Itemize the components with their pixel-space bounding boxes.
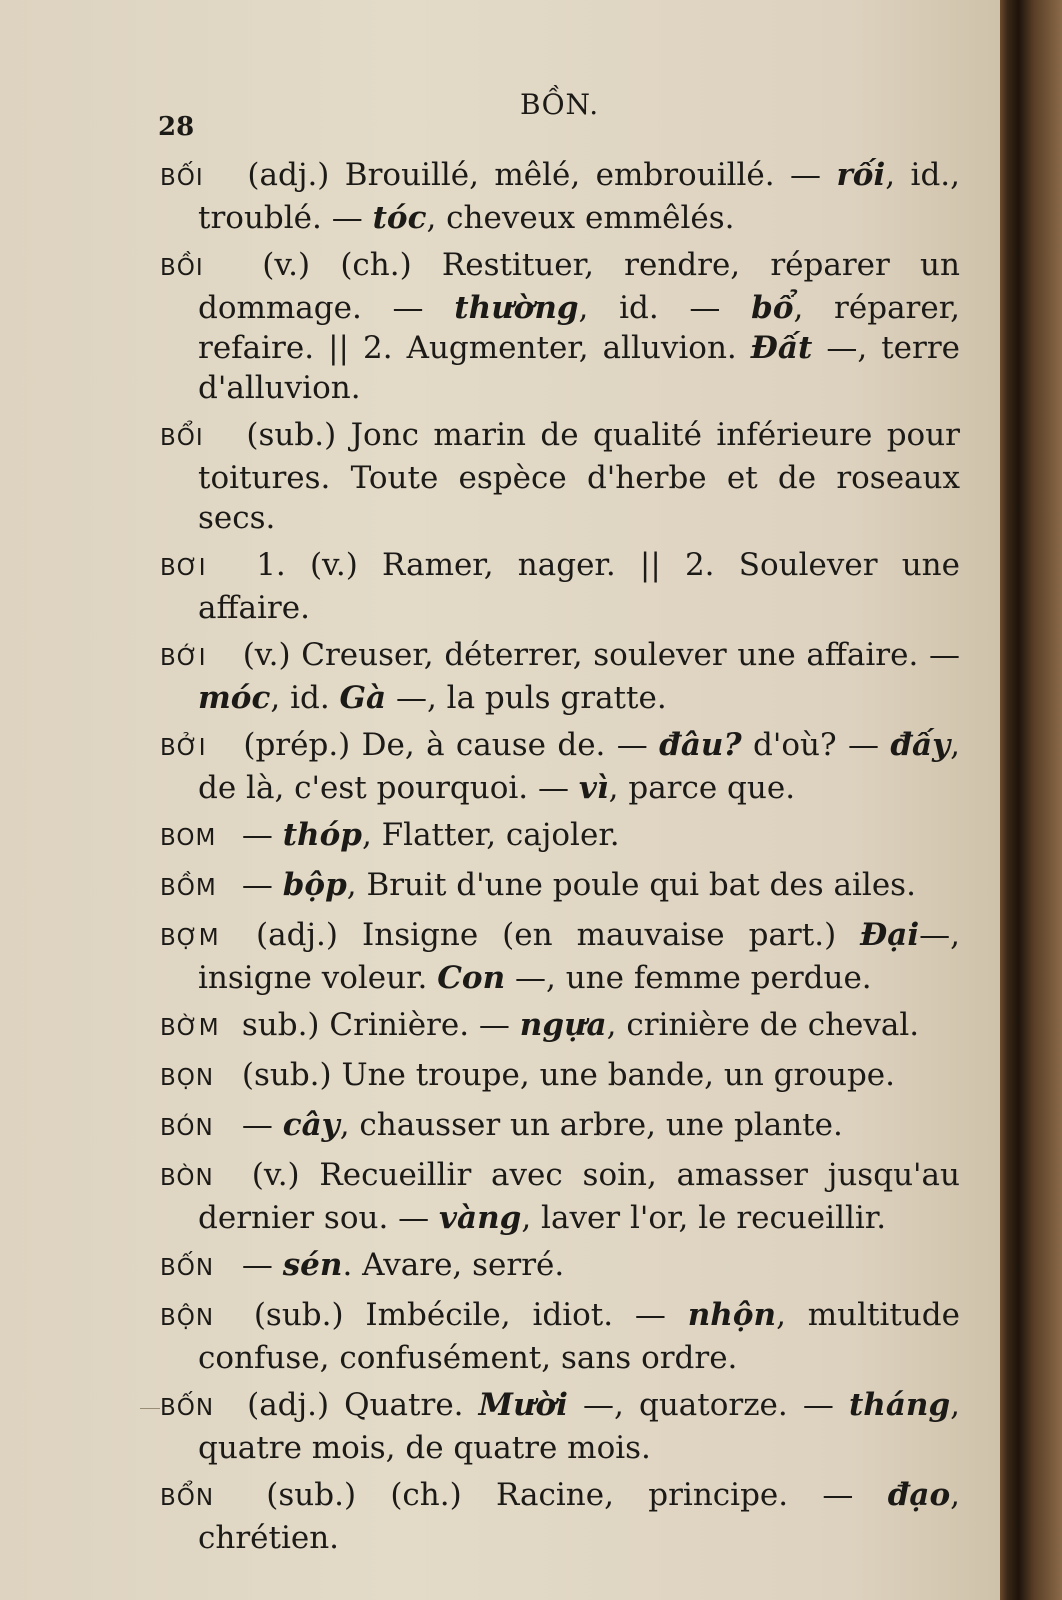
entry-italic: vì — [578, 770, 609, 806]
entry-italic: nhộn — [687, 1297, 777, 1333]
entry-text: (v.) (ch.) Restituer, rendre, réparer un dommage. — — [198, 247, 960, 326]
entry-headword: BỐN — [160, 1255, 215, 1281]
running-head: BỒN. — [520, 88, 600, 121]
entry-text: —, une femme perdue. — [505, 960, 872, 996]
dictionary-entry — [160, 915, 960, 998]
entry-text: . Avare, serré. — [342, 1247, 565, 1283]
entry-headword: BỘN — [160, 1305, 215, 1331]
entry-text: (v.) Recueillir avec soin, amasser jusqu'au dernier sou. — — [198, 1157, 960, 1236]
entry-headword: BỚI — [160, 645, 207, 671]
dictionary-entry — [160, 1295, 960, 1378]
book-spine — [1000, 0, 1062, 1600]
entry-italic: đâu? — [659, 727, 742, 763]
entry-text: (sub.) Jonc marin de qualité inférieure pour toitures. Toute espèce d'herbe et de roseaux secs. — [198, 417, 960, 536]
entry-headword: BỢM — [160, 925, 220, 951]
dictionary-entry — [160, 1475, 960, 1558]
entry-headword: BÒN — [160, 1165, 214, 1191]
entry-text: , id., troublé. — — [198, 157, 960, 236]
entry-text: , id. — — [578, 290, 752, 326]
entry-text: , id. — [270, 680, 340, 716]
entry-headword: BÓN — [160, 1115, 214, 1141]
entry-italic: cây — [282, 1107, 340, 1143]
entry-italic: đạo — [887, 1477, 951, 1513]
entry-text: , de là, c'est pourquoi. — — [198, 727, 960, 806]
dictionary-entry — [160, 725, 960, 808]
dictionary-entry — [160, 815, 960, 858]
entry-text: (prép.) De, à cause de. — — [232, 727, 660, 763]
dictionary-entry — [160, 1385, 960, 1468]
entry-text: — — [232, 817, 283, 853]
dictionary-entry — [160, 635, 960, 718]
dictionary-entry — [160, 1245, 960, 1288]
entry-italic: móc — [198, 680, 271, 716]
entry-italic: thóp — [282, 817, 362, 853]
entry-headword: BỔN — [160, 1485, 215, 1511]
entry-text: , crinière de cheval. — [606, 1007, 920, 1043]
entry-text: (sub.) Imbécile, idiot. — — [232, 1297, 688, 1333]
entry-text: —, quatorze. — — [567, 1387, 849, 1423]
entry-text: , Bruit d'une poule qui bat des ailes. — [346, 867, 916, 903]
entry-headword: BỔI — [160, 425, 204, 451]
entry-italic: Con — [437, 960, 506, 996]
entry-text: d'où? — — [741, 727, 891, 763]
entry-headword: BỒI — [160, 255, 204, 281]
entry-headword: BỒM — [160, 875, 217, 901]
entry-text: , réparer, refaire. || 2. Augmenter, alluvion. — [198, 290, 960, 366]
entry-italic: Đại — [860, 917, 920, 953]
entry-text: (adj.) Quatre. — [232, 1387, 479, 1423]
entry-headword: BỐN — [160, 1395, 215, 1421]
entry-italic: Mười — [478, 1387, 568, 1423]
entry-headword: BỐI — [160, 165, 204, 191]
entry-headword: BỌN — [160, 1065, 215, 1091]
dictionary-entry — [160, 545, 960, 628]
entry-italic: vàng — [439, 1200, 522, 1236]
entry-headword: BƠI — [160, 555, 207, 581]
entry-text: (sub.) Une troupe, une bande, un groupe. — [232, 1057, 896, 1093]
dictionary-entry — [160, 245, 960, 408]
dictionary-entry — [160, 155, 960, 238]
entry-text: (v.) Creuser, déterrer, soulever une affaire. — — [232, 637, 960, 673]
entry-text: , laver l'or, le recueillir. — [521, 1200, 887, 1236]
entry-italic: sén — [282, 1247, 343, 1283]
entry-text: 1. (v.) Ramer, nager. || 2. Soulever une affaire. — [198, 547, 960, 626]
entry-italic: Đất — [750, 330, 813, 366]
entry-text: , multitude confuse, confusément, sans ordre. — [198, 1297, 961, 1376]
dictionary-entries — [160, 155, 960, 1565]
entry-italic: đấy — [890, 727, 951, 763]
entry-text: (adj.) Insigne (en mauvaise part.) — [232, 917, 861, 953]
entry-italic: bộp — [282, 867, 347, 903]
entry-italic: tháng — [848, 1387, 951, 1423]
entry-text: , chausser un arbre, une plante. — [339, 1107, 843, 1143]
page-header — [0, 88, 1000, 142]
entry-text: (sub.) (ch.) Racine, principe. — — [232, 1477, 888, 1513]
entry-text: —, terre d'alluvion. — [198, 330, 960, 406]
entry-headword: BỜM — [160, 1015, 220, 1041]
entry-text: , chrétien. — [198, 1477, 960, 1556]
dictionary-entry — [160, 1105, 960, 1148]
entry-text: , quatre mois, de quatre mois. — [198, 1387, 960, 1466]
entry-text: — — [232, 867, 283, 903]
entry-text: sub.) Crinière. — — [232, 1007, 520, 1043]
dictionary-entry — [160, 865, 960, 908]
page-number: 28 — [158, 112, 195, 142]
entry-italic: Gà — [339, 680, 387, 716]
entry-headword: BOM — [160, 825, 217, 851]
entry-italic: thường — [454, 290, 579, 326]
entry-headword: BỞI — [160, 735, 207, 761]
entry-text: — — [232, 1107, 283, 1143]
dictionary-entry — [160, 1155, 960, 1238]
entry-italic: ngựa — [519, 1007, 607, 1043]
entry-italic: tóc — [372, 200, 427, 236]
entry-text: —, insigne voleur. — [198, 917, 960, 996]
dictionary-entry — [160, 1055, 960, 1098]
entry-italic: rối — [836, 157, 886, 193]
page-mark — [140, 1408, 160, 1409]
entry-text: , Flatter, cajoler. — [361, 817, 620, 853]
dictionary-entry — [160, 415, 960, 538]
entry-text: (adj.) Brouillé, mêlé, embrouillé. — — [232, 157, 837, 193]
entry-text: , parce que. — [608, 770, 796, 806]
entry-italic: bổ — [751, 290, 794, 326]
entry-text: —, la puls gratte. — [386, 680, 667, 716]
entry-text: — — [232, 1247, 283, 1283]
entry-text: , cheveux emmêlés. — [426, 200, 735, 236]
dictionary-entry — [160, 1005, 960, 1048]
